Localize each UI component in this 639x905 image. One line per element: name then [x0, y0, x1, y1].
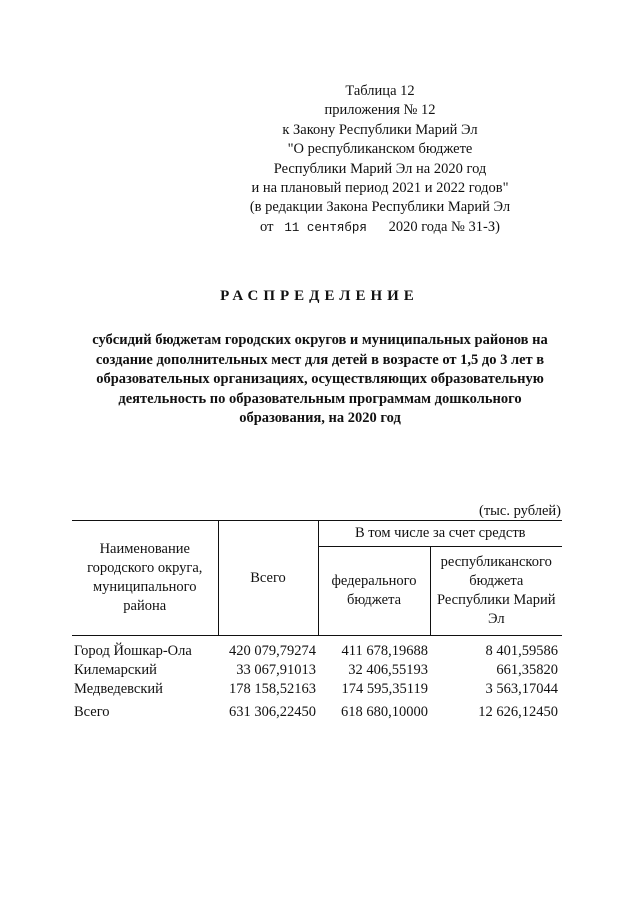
units-label: (тыс. рублей)	[479, 503, 561, 519]
date-prefix: от	[260, 218, 274, 235]
total-federal: 618 680,10000	[341, 704, 428, 720]
date-stamp: 11 сентября	[284, 220, 367, 235]
row-name: Килемарский	[74, 662, 157, 678]
document-header	[230, 82, 530, 238]
row-total: 33 067,91013	[236, 662, 316, 678]
total-republic: 12 626,12450	[478, 704, 558, 720]
header-federal-column: федерального бюджета	[318, 547, 430, 636]
header-line: Таблица 12	[345, 83, 415, 99]
row-name: Город Йошкар-Ола	[74, 643, 192, 659]
header-republic-column: республиканского бюджета Республики Марий Эл	[430, 547, 562, 636]
header-line: и на плановый период 2021 и 2022 годов"	[251, 180, 509, 197]
subtitle-line: субсидий бюджетам городских округов и муниципальных районов на	[92, 332, 548, 348]
header-group-column: В том числе за счет средств	[318, 521, 562, 547]
subtitle-line: образовательных организациях, осуществляющих образовательную	[96, 371, 544, 387]
row-federal: 32 406,55193	[348, 662, 428, 678]
document-subtitle	[70, 331, 570, 429]
subtitle-line: образования, на 2020 год	[239, 410, 401, 426]
table-row	[72, 642, 562, 661]
table-total-row	[72, 699, 562, 722]
date-suffix: 2020 года №	[388, 218, 465, 235]
row-total: 420 079,79274	[229, 643, 316, 659]
header-date-line	[230, 218, 530, 238]
header-line: к Закону Республики Марий Эл	[282, 121, 478, 138]
header-name-column: Наименование городского округа, муниципального района	[72, 521, 218, 636]
subtitle-line: создание дополнительных мест для детей в возрасте от 1,5 до 3 лет в	[95, 351, 545, 368]
row-federal: 411 678,19688	[341, 643, 428, 659]
header-line: (в редакции Закона Республики Марий Эл	[249, 199, 511, 216]
row-republic: 8 401,59586	[485, 643, 558, 659]
table-row	[72, 680, 562, 699]
header-line: "О республиканском бюджете	[287, 141, 473, 158]
subsidy-table	[72, 520, 562, 722]
header-total-column: Всего	[218, 521, 318, 636]
row-total: 178 158,52163	[229, 681, 316, 697]
header-line: приложения № 12	[324, 102, 436, 119]
total-name: Всего	[74, 704, 110, 720]
document-title: РАСПРЕДЕЛЕНИЕ	[220, 288, 419, 304]
law-number: 31-З)	[468, 218, 500, 235]
row-republic: 3 563,17044	[485, 681, 558, 697]
row-federal: 174 595,35119	[341, 681, 428, 697]
row-republic: 661,35820	[496, 662, 558, 678]
header-line: Республики Марий Эл на 2020 год	[273, 160, 487, 177]
table-row	[72, 661, 562, 680]
total-total: 631 306,22450	[229, 704, 316, 720]
subtitle-line: деятельность по образовательным программам дошкольного	[118, 390, 522, 407]
row-name: Медведевский	[74, 681, 163, 697]
